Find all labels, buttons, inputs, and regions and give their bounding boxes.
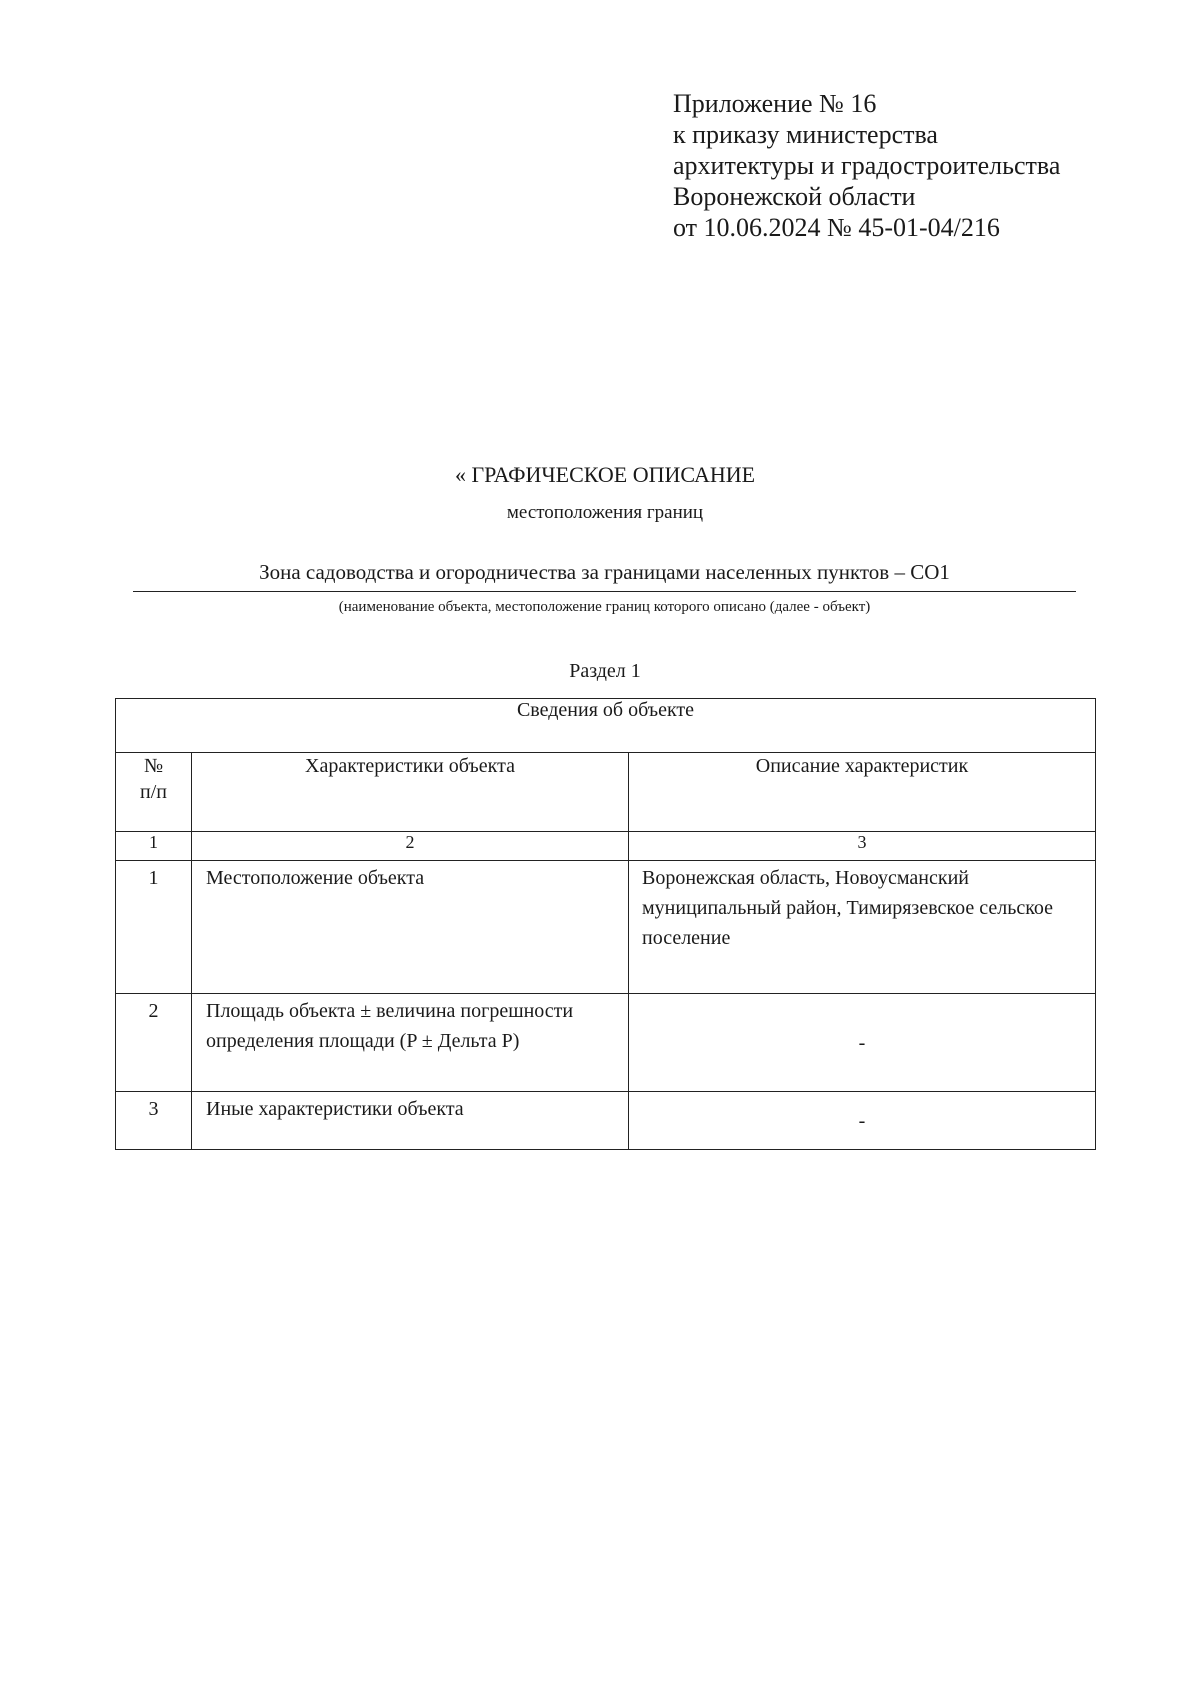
annex-line-ministry: архитектуры и градостроительства xyxy=(673,151,1061,180)
column-number-row xyxy=(116,832,1096,861)
header-number xyxy=(116,753,192,832)
object-name: Зона садоводства и огородничества за границами населенных пунктов – СО1 xyxy=(133,560,1076,592)
annex-line-date: от 10.06.2024 № 45-01-04/216 xyxy=(673,213,1000,242)
annex-line-order: к приказу министерства xyxy=(673,120,938,149)
annex-header xyxy=(673,88,1060,243)
row-number: 2 xyxy=(116,994,192,1092)
object-name-caption: (наименование объекта, местоположение границ которого описано (далее - объект) xyxy=(338,599,871,615)
table-header-row xyxy=(116,753,1096,832)
table-caption-row xyxy=(116,699,1096,753)
column-number: 3 xyxy=(629,832,1096,861)
row-description: Воронежская область, Новоусманский муниципальный район, Тимирязевское сельское поселение xyxy=(629,861,1096,994)
document-subtitle: местоположения границ xyxy=(506,502,704,523)
annex-line-region: Воронежской области xyxy=(673,182,916,211)
table-row xyxy=(116,994,1096,1092)
column-number: 2 xyxy=(192,832,629,861)
header-description: Описание характеристик xyxy=(629,753,1096,832)
table-caption: Сведения об объекте xyxy=(116,699,1096,753)
header-number-line2: п/п xyxy=(140,781,167,803)
section-label: Раздел 1 xyxy=(569,660,641,682)
column-number: 1 xyxy=(116,832,192,861)
row-characteristic: Площадь объекта ± величина погрешности определения площади (P ± Дельта P) xyxy=(192,994,629,1092)
row-number: 1 xyxy=(116,861,192,994)
document-title: « ГРАФИЧЕСКОЕ ОПИСАНИЕ xyxy=(454,462,756,487)
object-info-table xyxy=(115,698,1096,1150)
row-characteristic: Местоположение объекта xyxy=(192,861,629,994)
row-number: 3 xyxy=(116,1092,192,1150)
row-characteristic: Иные характеристики объекта xyxy=(192,1092,629,1150)
row-description: - xyxy=(629,1092,1096,1150)
annex-line-number: Приложение № 16 xyxy=(673,89,877,118)
header-characteristic: Характеристики объекта xyxy=(192,753,629,832)
row-description: - xyxy=(629,994,1096,1092)
table-row xyxy=(116,861,1096,994)
table-row xyxy=(116,1092,1096,1150)
header-number-line1: № xyxy=(143,755,164,777)
